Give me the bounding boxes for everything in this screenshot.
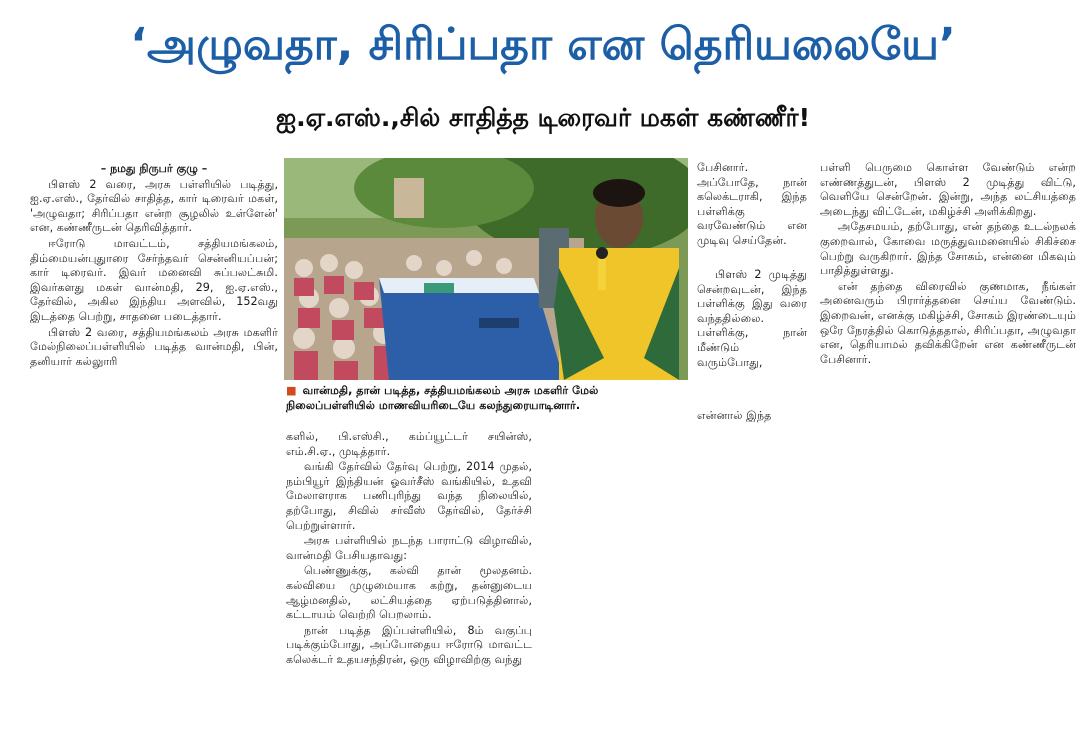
paragraph: பிளஸ் 2 முடித்து சென்றவுடன், இந்த பள்ளிக்கு இது வரை வந்ததில்லை. பள்ளிக்கு, நான் மீண்டும் வரும்போது, xyxy=(697,268,807,369)
article-column-3-top xyxy=(697,161,807,249)
paragraph: என் தந்தை விரைவில் குணமாக, நீங்கள் அனைவரும் பிரார்த்தனை செய்ய வேண்டும். இறைவன், எனக்கு மகிழ்ச்சி, சோகம் இரண்டையும் ஒரே நேரத்தில் கொடுத்ததால், சிரிப்பதா, அழுவதா என, தெரியாமல் தவிக்கிறேன் என கண்ணீருடன் பேசினார். xyxy=(820,279,1076,366)
paragraph: களில், பி.எஸ்சி., கம்ப்யூட்டர் சயின்ஸ், எம்.சி.ஏ., முடித்தார். xyxy=(286,430,532,458)
paragraph: பிளஸ் 2 வரை, சத்தியமங்கலம் அரசு மகளிர் மேல்நிலைப்பள்ளியில் படித்த வான்மதி, பின், தனியார் கல்லுாரி xyxy=(30,325,278,368)
caption-text: வான்மதி, தான் படித்த, சத்தியமங்கலம் அரசு மகளிர் மேல் நிலைப்பள்ளியில் மாணவியரிடையே கலந்துரையாடினார். xyxy=(286,384,599,412)
headline: ‘அழுவதா, சிரிப்பதா என தெரியலையே’ xyxy=(130,19,956,70)
paragraph: நான் படித்த இப்பள்ளியில், 8ம் வகுப்பு படிக்கும்போது, அப்போதைய ஈரோடு மாவட்ட கலெக்டர் உதயசந்திரன், ஒரு விழாவிற்கு வந்து xyxy=(286,623,532,666)
article-column-1 xyxy=(30,162,278,369)
article-column-4 xyxy=(820,161,1076,367)
paragraph: அதேசமயம், தற்போது, என் தந்தை உடல்நலக் குறைவால், கோவை மருத்துவமனையில் சிகிச்சை பெற்று வருகிறார். இந்த சோகம், என்னை மிகவும் பாதித்துள்ளது. xyxy=(820,220,1076,278)
news-photo xyxy=(284,158,688,380)
byline: – நமது நிருபர் குழு – xyxy=(100,162,208,175)
paragraph: அரசு பள்ளியில் நடந்த பாராட்டு விழாவில், வான்மதி பேசியதாவது: xyxy=(286,534,532,562)
article-column-3-middle xyxy=(697,268,807,370)
article-column-2 xyxy=(286,430,532,668)
paragraph: ஈரோடு மாவட்டம், சத்தியமங்கலம், திம்மையன்புதுாரை சேர்ந்தவர் சென்னியப்பன்; கார் டிரைவர். இவர் மனைவி சுப்பலட்சுமி. இவர்களது மகள் வான்மதி, 29, ஐ.ஏ.எஸ்., தேர்வில், அகில இந்திய அளவில், 152வது இடத்தை பெற்று, சாதனை படைத்தார். xyxy=(30,236,278,323)
photo-illustration xyxy=(284,158,688,380)
paragraph: பள்ளி பெருமை கொள்ள வேண்டும் என்ற எண்ணத்துடன், பிளஸ் 2 முடித்து விட்டு, வெளியே சென்றேன். இன்று, அந்த லட்சியத்தை அடைந்து விட்டேன், மகிழ்ச்சி அளிக்கிறது. xyxy=(820,161,1076,218)
paragraph: என்னால் இந்த xyxy=(697,409,772,422)
paragraph: வங்கி தேர்வில் தேர்வு பெற்று, 2014 முதல், நம்பியூர் இந்தியன் ஓவர்சீஸ் வங்கியில், உதவி மேலாளராக பணிபுரிந்து வந்த நிலையில், தற்போது, சிவில் சர்வீஸ் தேர்வில், தேர்ச்சி பெற்றுள்ளார். xyxy=(286,460,532,532)
paragraph: பெண்ணுக்கு, கல்வி தான் மூலதனம். கல்வியை முழுமையாக கற்று, தன்னுடைய ஆழ்மனதில், லட்சியத்தை ஏற்படுத்தினால், கட்டாயம் வெற்றி பெறலாம். xyxy=(286,564,532,622)
paragraph: பிளஸ் 2 வரை, அரசு பள்ளியில் படித்து, ஐ.ஏ.எஸ்., தேர்வில் சாதித்த, கார் டிரைவர் மகள், 'அழுவதா; சிரிப்பதா என்ற சூழலில் உள்ளேன்' என, கண்ணீருடன் தெரிவித்தார். xyxy=(30,177,278,235)
paragraph: பேசினார். அப்போதே, நான் கலெக்டராகி, இந்த பள்ளிக்கு வரவேண்டும் என முடிவு செய்தேன். xyxy=(697,161,807,247)
article-column-3-bottom xyxy=(697,409,807,424)
photo-caption xyxy=(286,384,690,413)
caption-bullet-icon: ■ xyxy=(286,384,297,397)
subheadline: ஐ.ஏ.எஸ்.,சில் சாதித்த டிரைவர் மகள் கண்ணீர்! xyxy=(276,103,810,132)
